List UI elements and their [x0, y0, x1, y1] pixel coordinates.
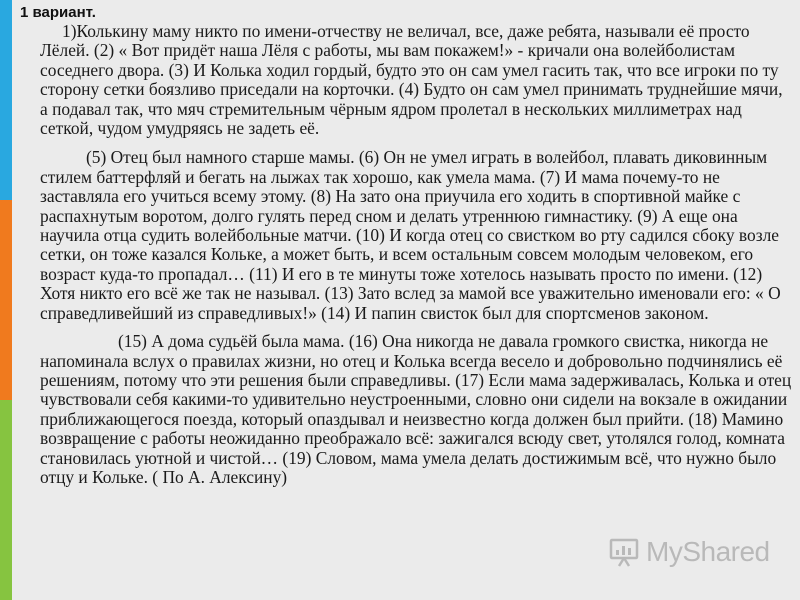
text-body [40, 22, 792, 487]
variant-heading: 1 вариант. [20, 4, 96, 21]
paragraph-2: (5) Отец был намного старше мамы. (6) Он не умел играть в волейбол, плавать диковинным стилем баттерфляй и бегать на лыжах так хорошо, как умела мама. (7) И мама почему-то не заставляла его учиться всему этому. (8) На зато она приучила его ходить в спортивной майке с распахнутым воротом, долго гулять перед сном и делать утреннюю гимнастику. (9) А еще она научила отца судить волейбольные матчи. (10) И когда отец со свистком во рту садился сбоку возле сетки, он тоже казался Кольке, а может быть, и всем остальным совсем молодым человеком, его возраст куда-то пропадал… (11) И его в те минуты тоже хотелось называть просто по имени. (12) Хотя никто его всё же так не называл. (13) Зато вслед за мамой все уважительно именовали его: « О справедливейший из справедливых!» (14) И папин свисток был для спортсменов законом. [40, 147, 781, 323]
watermark-logo [608, 536, 770, 568]
accent-stripe-blue [0, 0, 12, 200]
watermark-text: MyShared [646, 536, 770, 567]
accent-stripe-orange [0, 200, 12, 400]
accent-stripe-green [0, 400, 12, 600]
paragraph-3: (15) А дома судьёй была мама. (16) Она никогда не давала громкого свистка, никогда не напоминала вслух о правилах жизни, но отец и Колька всегда весело и добровольно подчинялись её решениям, потому что эти решения были справедливы. (17) Если мама задерживалась, Колька и отец чувствовали себя какими-то удивительно неустроенными, словно они сидели на вокзале в ожидании приближающегося поезда, который опаздывал и неизвестно когда должен был прийти. (18) Мамино возвращение с работы неожиданно преображало всё: зажигался всюду свет, утолялся голод, комната становилась уютной и чистой… (19) Словом, мама умела делать достижимым всё, что нужно было отцу и Кольке. ( По А. Алексину) [40, 331, 792, 487]
presentation-board-icon [608, 536, 640, 568]
paragraph-1: 1)Колькину маму никто по имени-отчеству не величал, все, даже ребята, называли её просто Лёлей. (2) « Вот придёт наша Лёля с работы, мы вам покажем!» - кричали она волейболистам соседнего двора. (3) И Колька ходил гордый, будто это он сам умел гасить так, что все игроки по ту сторону сетки боязливо приседали на корточки. (4) Будто он сам умел принимать труднейшие мячи, а подавал так, что мяч стремительным чёрным ядром пролетал в нескольких миллиметрах над сеткой, чудом умудряясь не задеть её. [40, 21, 783, 139]
